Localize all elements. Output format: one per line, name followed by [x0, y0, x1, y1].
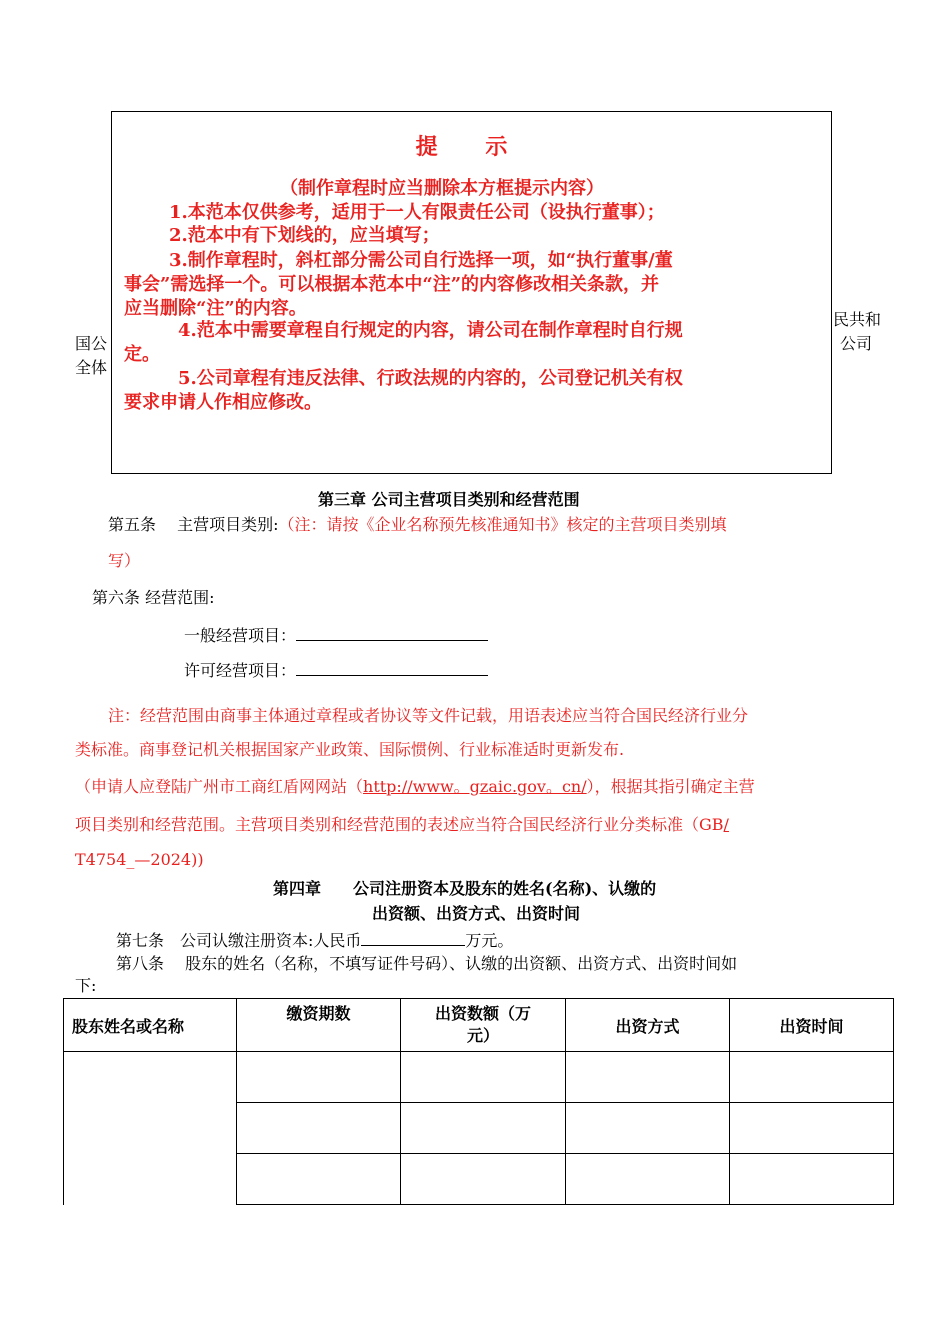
bg-text-fragment: 民共和: [833, 310, 882, 329]
table-cell[interactable]: [237, 1103, 401, 1154]
scope-note-line: [75, 813, 729, 837]
notice-item: 定。: [124, 344, 160, 365]
registered-capital-blank[interactable]: [361, 927, 465, 946]
general-business-blank[interactable]: [296, 622, 488, 641]
licensed-business-blank[interactable]: [296, 657, 488, 676]
shareholder-name-cell[interactable]: [64, 1052, 237, 1205]
table-cell[interactable]: [730, 1052, 894, 1103]
bg-text-fragment: 国公: [75, 334, 108, 353]
header-amount-line: 元）: [466, 1026, 499, 1045]
bg-text-fragment: 公司: [840, 334, 873, 353]
article7-text: 第七条 公司认缴注册资本:人民币: [116, 931, 362, 950]
header-time: 出资时间: [730, 999, 894, 1052]
table-cell[interactable]: [237, 1154, 401, 1205]
notice-item: 1.本范本仅供参考，适用于一人有限责任公司（设执行董事）；: [169, 202, 665, 223]
article5-note-cont: 写）: [108, 551, 141, 570]
general-business-row: [184, 622, 488, 648]
table-row: [64, 1052, 894, 1103]
article7-row: [116, 927, 513, 953]
scope-note-line: [75, 775, 755, 799]
scope-note-text: （申请人应登陆广州市工商红盾网网站（: [75, 777, 364, 796]
scope-note-line: 注：经营范围由商事主体通过章程或者协议等文件记载，用语表述应当符合国民经济行业分: [108, 706, 749, 725]
licensed-business-row: [184, 657, 488, 683]
notice-item: 4.范本中需要章程自行规定的内容，请公司在制作章程时自行规: [178, 320, 683, 341]
article5-line: [108, 513, 727, 537]
scope-note-text: 项目类别和经营范围。主营项目类别和经营范围的表述应当符合国民经济行业分类标准（GB: [75, 815, 724, 834]
gzaic-link[interactable]: http://www。gzaic.gov。cn/: [363, 777, 587, 796]
chapter4-heading: 第四章 公司注册资本及股东的姓名(名称)、认缴的: [273, 879, 657, 898]
table-cell[interactable]: [566, 1103, 730, 1154]
chapter4-heading-cont: 出资额、出资方式、出资时间: [372, 904, 581, 923]
header-shareholder-name: 股东姓名或名称: [64, 999, 237, 1052]
article8-text-cont: 下:: [75, 976, 97, 995]
table-cell[interactable]: [237, 1052, 401, 1103]
notice-item: 事会”需选择一个。可以根据本范本中“注”的内容修改相关条款，并: [124, 274, 660, 295]
article8-text: 第八条 股东的姓名（名称，不填写证件号码）、认缴的出资额、出资方式、出资时间如: [116, 954, 738, 973]
bg-text-fragment: 全体: [75, 358, 108, 377]
table-cell[interactable]: [566, 1052, 730, 1103]
header-amount: [401, 999, 566, 1052]
licensed-business-label: 许可经营项目：: [184, 661, 297, 680]
notice-item: 应当删除“注”的内容。: [124, 298, 307, 319]
header-amount-line: 出资数额（万: [434, 1004, 531, 1023]
table-cell[interactable]: [566, 1154, 730, 1205]
general-business-label: 一般经营项目：: [184, 626, 297, 645]
header-method: 出资方式: [566, 999, 730, 1052]
notice-item: 3.制作章程时，斜杠部分需公司自行选择一项，如“执行董事/董: [169, 250, 673, 271]
article5-label: 第五条 主营项目类别:: [108, 515, 279, 534]
notice-box: [111, 111, 832, 474]
table-cell[interactable]: [730, 1154, 894, 1205]
scope-note-line: T4754_—2024)): [75, 850, 204, 869]
article5-note: （注：请按《企业名称预先核准通知书》核定的主营项目类别填: [278, 515, 727, 534]
notice-item: 5.公司章程有违反法律、行政法规的内容的，公司登记机关有权: [178, 368, 683, 389]
notice-title: 提 示: [415, 134, 528, 160]
shareholder-table: [63, 998, 894, 1205]
table-cell[interactable]: [401, 1052, 566, 1103]
table-cell[interactable]: [401, 1154, 566, 1205]
notice-item: 要求申请人作相应修改。: [124, 392, 322, 413]
notice-subtitle: （制作章程时应当删除本方框提示内容）: [280, 178, 604, 199]
scope-note-line: 类标准。商事登记机关根据国家产业政策、国际惯例、行业标准适时更新发布.: [75, 740, 625, 759]
article7-unit: 万元。: [465, 931, 514, 950]
table-cell[interactable]: [401, 1103, 566, 1154]
notice-item: 2.范本中有下划线的，应当填写；: [169, 225, 440, 246]
article6-label: 第六条 经营范围:: [92, 588, 215, 607]
scope-note-link: /: [723, 815, 729, 834]
table-header-row: [64, 999, 894, 1052]
chapter3-heading: 第三章 公司主营项目类别和经营范围: [318, 490, 580, 509]
header-payment-period: 缴资期数: [237, 999, 401, 1052]
table-cell[interactable]: [730, 1103, 894, 1154]
scope-note-text: ），根据其指引确定主营: [586, 777, 755, 796]
